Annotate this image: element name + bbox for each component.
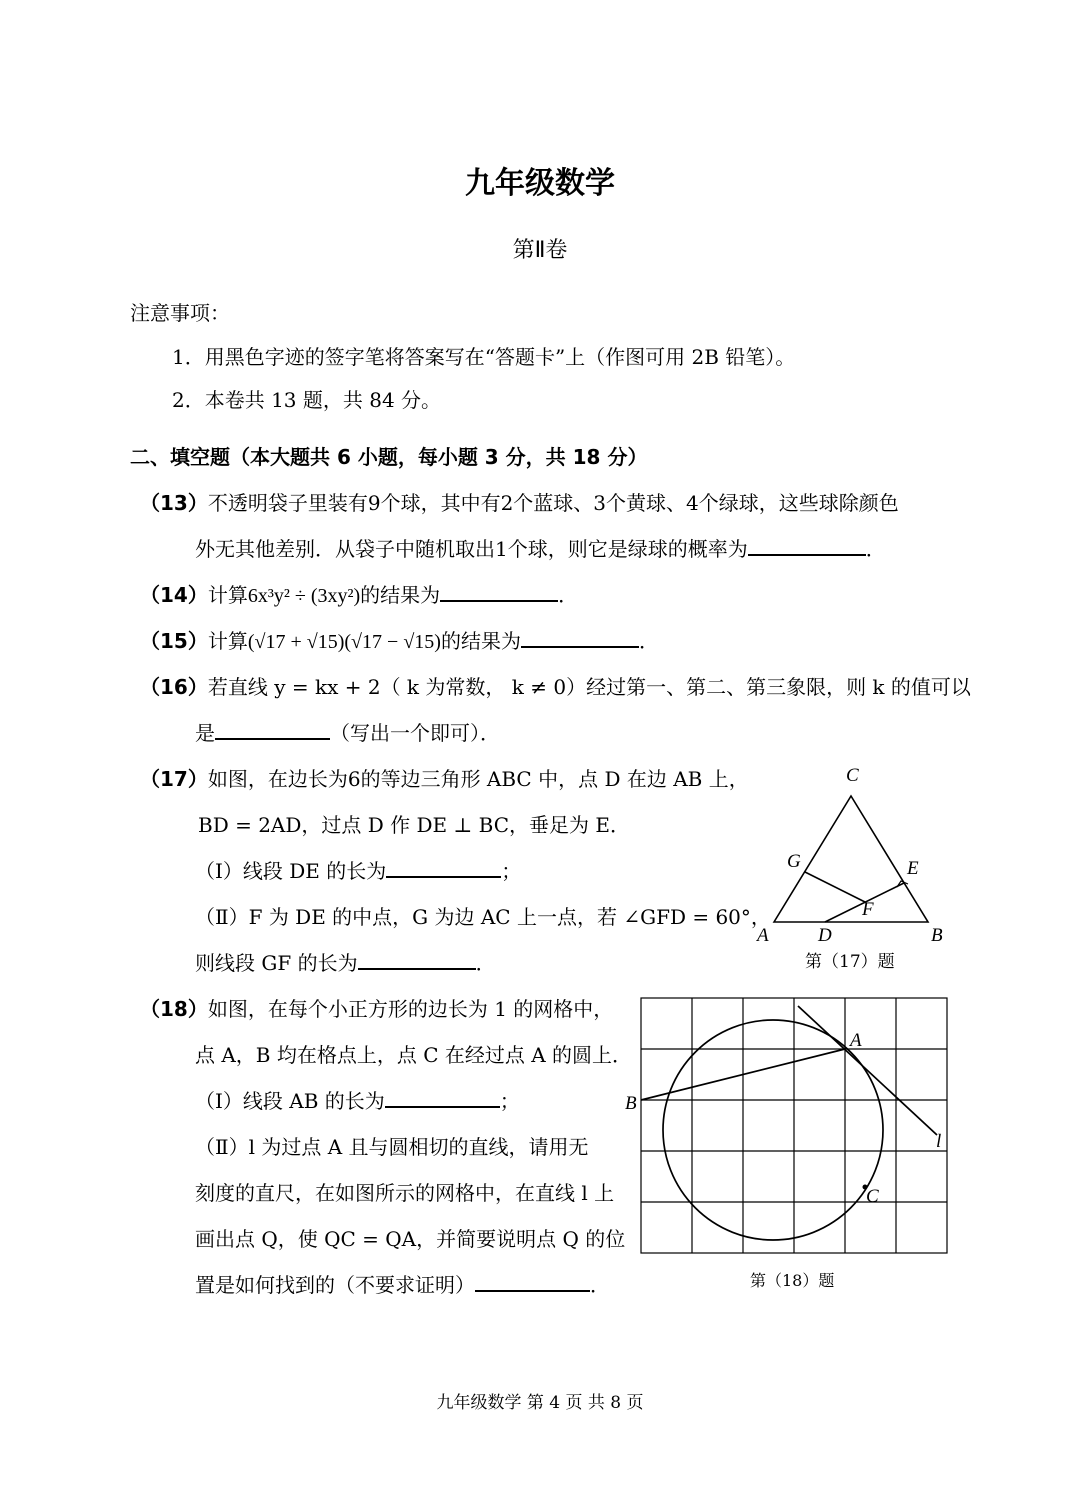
q17-part1: （Ⅰ）线段 DE 的长为 <box>195 859 387 883</box>
q15-post: 的结果为 <box>440 629 521 653</box>
q13-line2: 外无其他差别．从袋子中随机取出1个球，则它是绿球的概率为 <box>195 537 748 561</box>
q17-caption: 第（17）题 <box>805 952 895 972</box>
circle <box>663 1020 883 1240</box>
q13-number: （13） <box>140 491 208 515</box>
q18-part2-line4-row <box>195 1269 610 1298</box>
q15-end: ． <box>638 629 659 653</box>
question-15 <box>140 625 659 654</box>
label-c: C <box>866 1186 879 1207</box>
question-13 <box>140 487 899 516</box>
grid <box>641 998 947 1253</box>
label-a: A <box>850 1030 862 1051</box>
question-14 <box>140 579 578 608</box>
q14-expr: 6x³y² ÷ (3xy²) <box>247 585 361 607</box>
q18-part2-line4: 置是如何找到的（不要求证明） <box>195 1273 475 1297</box>
label-g: G <box>787 851 801 872</box>
q14-post: 的结果为 <box>360 583 441 607</box>
q18-part2-blank[interactable] <box>475 1270 590 1292</box>
q17-part2b-end: ． <box>475 951 496 975</box>
q17-part1-row <box>195 855 521 884</box>
q17-figure <box>745 755 955 985</box>
label-d: D <box>818 925 832 946</box>
label-l: l <box>936 1131 942 1152</box>
q14-number: （14） <box>140 583 208 607</box>
label-f: F <box>862 899 874 920</box>
q17-part2b-row <box>195 947 496 976</box>
q16-line2-post: （写出一个即可）． <box>330 721 500 745</box>
note-item-2: 2．本卷共 13 题，共 84 分。 <box>172 388 442 412</box>
q18-part1: （Ⅰ）线段 AB 的长为 <box>195 1089 385 1113</box>
q13-answer-blank[interactable] <box>748 534 866 556</box>
q18-caption: 第（18）题 <box>750 1271 835 1290</box>
q13-end: ． <box>865 537 886 561</box>
q17-part1-end: ； <box>501 859 522 883</box>
q14-answer-blank[interactable] <box>440 580 558 602</box>
label-b: B <box>625 1093 637 1114</box>
section-heading: 二、填空题（本大题共 6 小题，每小题 3 分，共 18 分） <box>130 445 648 469</box>
q18-figure <box>620 990 960 1300</box>
q17-number: （17） <box>140 767 208 791</box>
q18-part2-line2: 刻度的直尺，在如图所示的网格中，在直线 l 上 <box>195 1181 615 1205</box>
q15-expr: (√17 + √15)(√17 − √15) <box>247 631 441 653</box>
q18-part2-end: ． <box>590 1273 610 1297</box>
q18-line2: 点 A，B 均在格点上，点 C 在经过点 A 的圆上． <box>195 1043 633 1067</box>
q17-part2b: 则线段 GF 的长为 <box>195 951 358 975</box>
q16-line1: 若直线 y = kx + 2（ k 为常数， k ≠ 0）经过第一、第二、第三象限，则 k 的值可以 <box>207 675 971 699</box>
q16-answer-blank[interactable] <box>215 718 330 740</box>
q18-line1: 如图，在每个小正方形的边长为 1 的网格中， <box>207 997 614 1021</box>
q17-part1-blank[interactable] <box>386 856 501 878</box>
q13-line2-row <box>195 533 886 562</box>
q18-part1-blank[interactable] <box>385 1086 500 1108</box>
label-e: E <box>907 858 919 879</box>
volume-label: 第Ⅱ卷 <box>512 238 568 263</box>
q17-line1: 如图，在边长为6的等边三角形 ABC 中，点 D 在边 AB 上， <box>207 767 749 791</box>
question-18 <box>140 993 613 1022</box>
label-a: A <box>757 925 769 946</box>
question-16 <box>140 671 971 700</box>
q16-line2-row <box>195 717 500 746</box>
q18-part2-line1: （Ⅱ）l 为过点 A 且与圆相切的直线，请用无 <box>195 1135 589 1159</box>
q18-part1-row <box>195 1085 520 1114</box>
note-item-1: 1．用黑色字迹的签字笔将答案写在“答题卡”上（作图可用 2B 铅笔）。 <box>172 345 796 369</box>
q15-pre: 计算 <box>207 629 248 653</box>
segment-gf <box>805 872 865 902</box>
page-footer: 九年级数学 第 4 页 共 8 页 <box>436 1393 644 1413</box>
q14-end: ． <box>558 583 579 607</box>
notes-heading: 注意事项： <box>130 301 230 325</box>
q18-part2-line3: 画出点 Q，使 QC = QA，并简要说明点 Q 的位 <box>195 1227 626 1251</box>
q16-line2-pre: 是 <box>195 721 215 745</box>
q17-part2b-blank[interactable] <box>358 948 476 970</box>
label-b: B <box>931 925 943 946</box>
q15-answer-blank[interactable] <box>521 626 639 648</box>
question-17 <box>140 763 749 792</box>
label-c: C <box>846 765 859 786</box>
q13-line1: 不透明袋子里装有9个球，其中有2个蓝球、3个黄球、4个绿球，这些球除颜色 <box>207 491 899 515</box>
q16-number: （16） <box>140 675 208 699</box>
q15-number: （15） <box>140 629 208 653</box>
q18-number: （18） <box>140 997 208 1021</box>
q18-part1-end: ； <box>499 1089 520 1113</box>
tangent-line-l <box>798 1006 937 1135</box>
q17-part2: （Ⅱ）F 为 DE 的中点，G 为边 AC 上一点，若 ∠GFD = 60°， <box>195 905 771 929</box>
page-title: 九年级数学 <box>465 166 615 201</box>
q17-line2: BD = 2AD，过点 D 作 DE ⊥ BC，垂足为 E． <box>198 813 631 837</box>
q14-pre: 计算 <box>207 583 248 607</box>
